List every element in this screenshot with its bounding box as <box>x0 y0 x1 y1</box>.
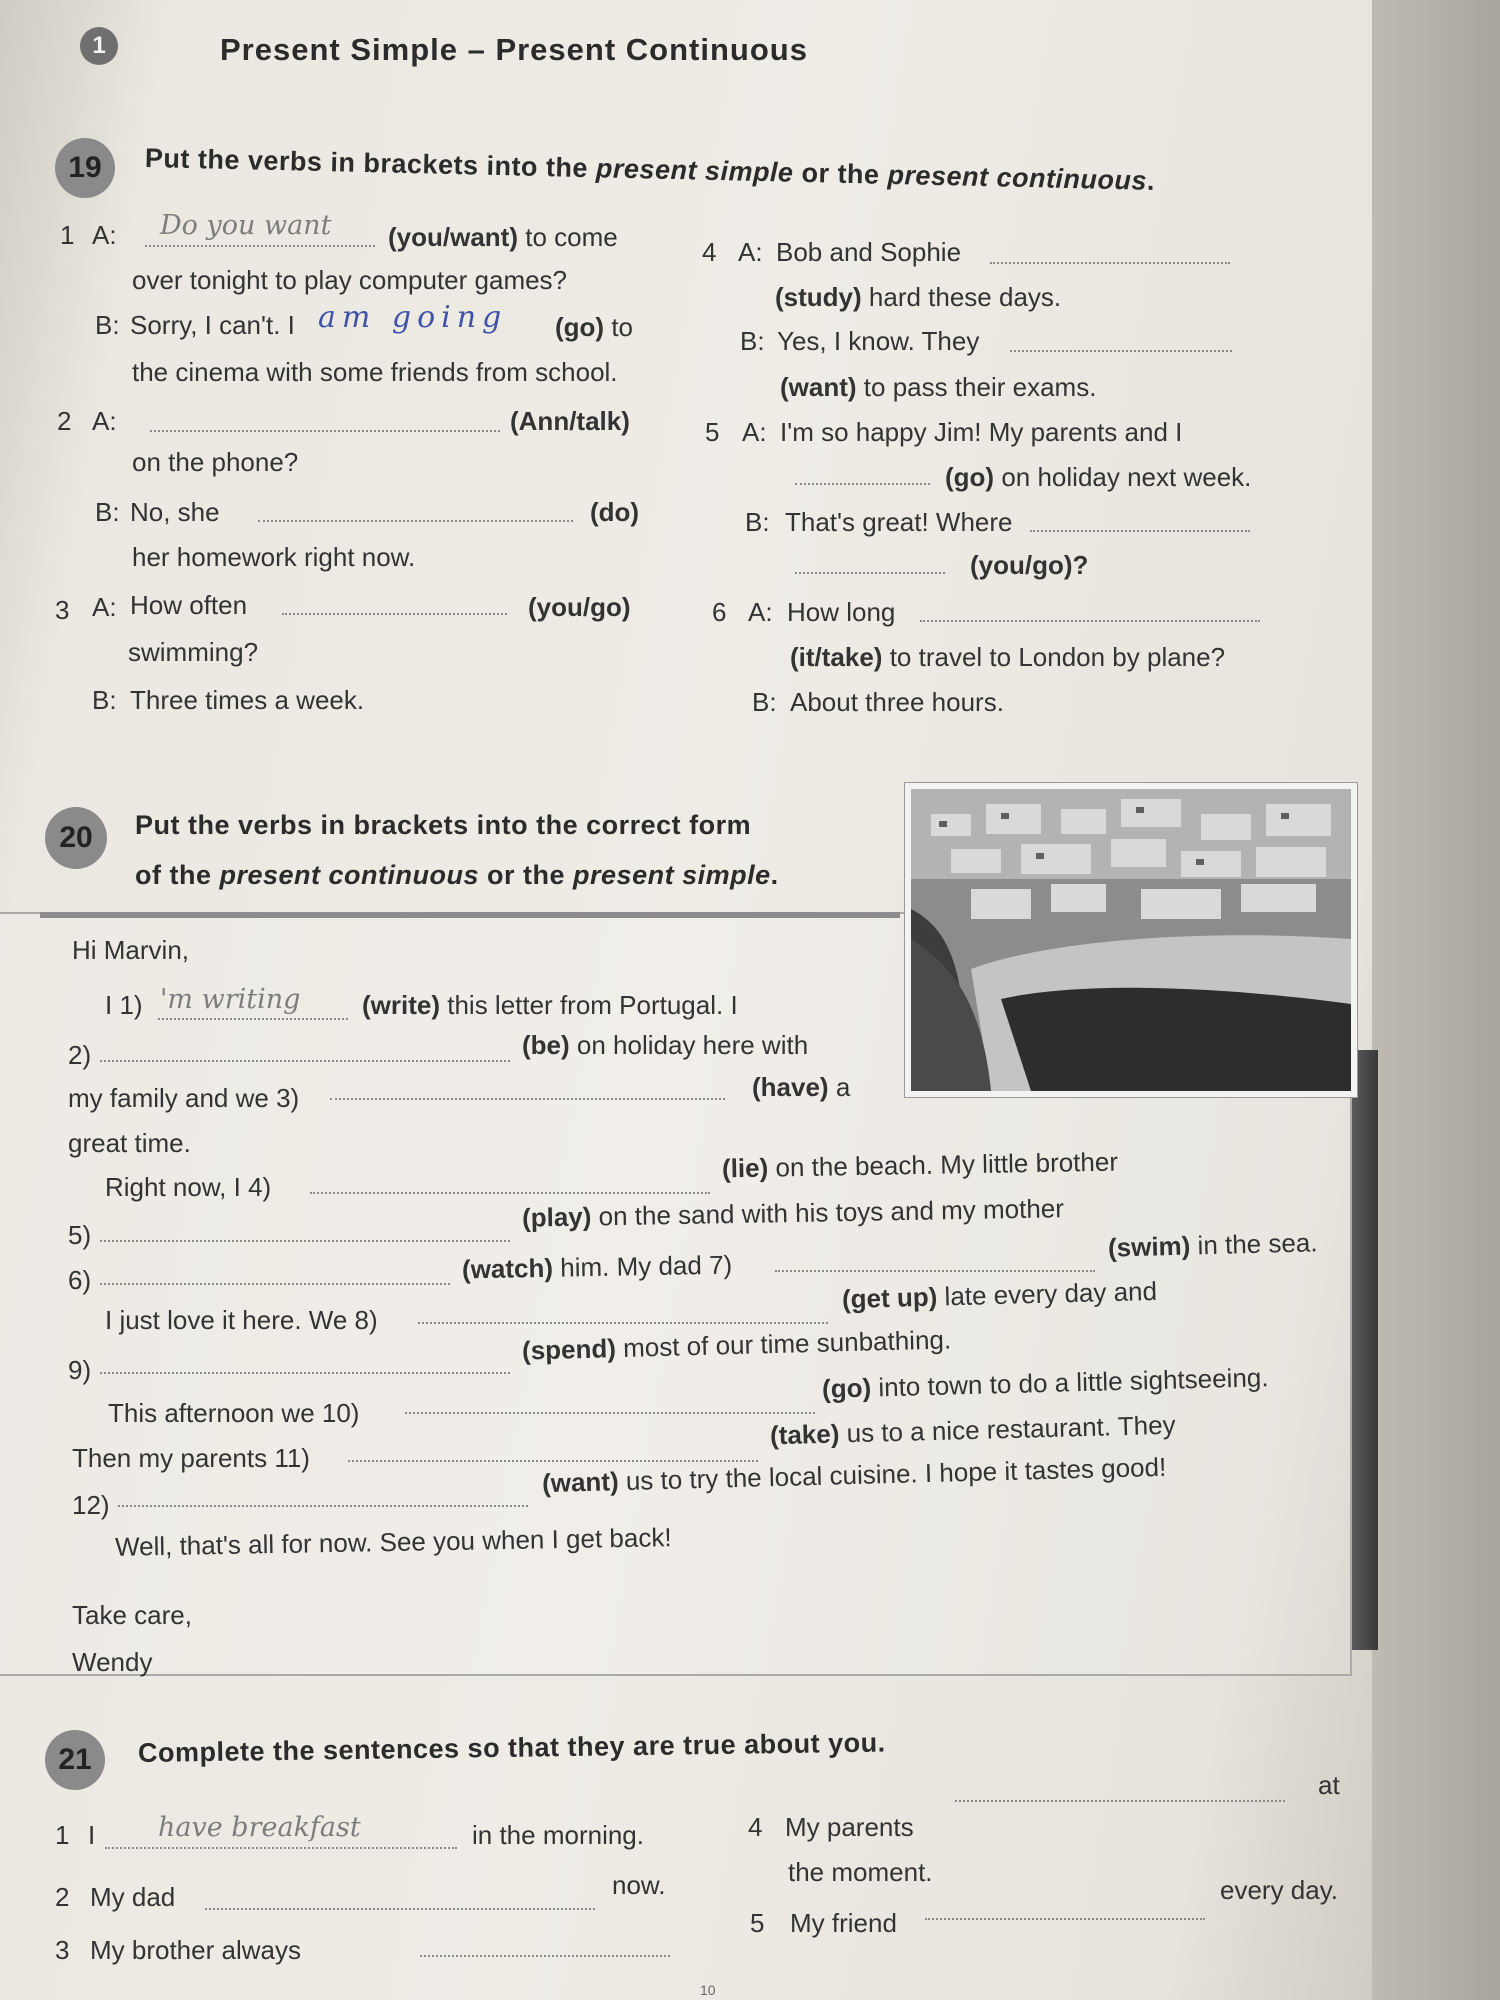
dialogue-3-b-text: Three times a week. <box>130 685 365 715</box>
exercise-20-instruction-line1: Put the verbs in brackets into the correct form <box>135 810 752 840</box>
dialogue-5-b-label: B: <box>745 507 770 537</box>
sentence-4-blank[interactable] <box>955 1800 1285 1802</box>
letter-line-4: great time. <box>68 1128 191 1158</box>
dialogue-2-verb: (Ann/talk) <box>510 406 630 436</box>
portugal-beach-photo <box>905 783 1357 1097</box>
sentence-4-prefix: My parents <box>785 1812 914 1842</box>
sentence-5-rest: every day. <box>1220 1875 1339 1905</box>
dialogue-2-b-text: No, she <box>130 497 220 527</box>
letter-line-2-rest: (be) on holiday here with <box>522 1030 809 1060</box>
exercise-20-number: 20 <box>59 821 93 854</box>
letter-line-12-number: 12) <box>72 1490 110 1520</box>
sentence-5-prefix: My friend <box>790 1908 897 1938</box>
letter-line-2-number: 2) <box>68 1040 92 1070</box>
dialogue-2-b-verb: (do) <box>590 497 640 527</box>
letter-line-8-rest: (get up) late every day and <box>841 1275 1158 1315</box>
letter-top-rule <box>40 912 900 918</box>
beach-photo-image <box>911 789 1351 1091</box>
letter-answer-1: 'm writing <box>160 984 301 1015</box>
letter-closing: Take care, <box>72 1600 192 1630</box>
letter-blank-7[interactable] <box>775 1270 1095 1272</box>
dialogue-3-number: 3 <box>55 595 70 625</box>
dialogue-5-b-verb: (you/go)? <box>970 550 1089 580</box>
dialogue-6-blank[interactable] <box>920 620 1260 622</box>
letter-line-3-prefix: my family and we 3) <box>68 1083 300 1113</box>
sentence-1-number: 1 <box>55 1820 70 1850</box>
dialogue-1-a-label: A: <box>92 220 117 250</box>
letter-blank-10[interactable] <box>405 1412 815 1414</box>
letter-line-10-prefix: This afternoon we 10) <box>108 1398 360 1428</box>
letter-line-9-number: 9) <box>68 1355 92 1385</box>
dialogue-4-a-text: Bob and Sophie <box>776 237 962 267</box>
dialogue-5-blank[interactable] <box>795 483 930 485</box>
letter-line-10-rest: (go) into town to do a little sightseeing. <box>821 1362 1269 1404</box>
exercise-21-badge <box>45 1730 105 1790</box>
letter-signature: Wendy <box>72 1647 153 1677</box>
sentence-2-number: 2 <box>55 1882 70 1912</box>
letter-line-5-rest: (lie) on the beach. My little brother <box>721 1146 1119 1184</box>
letter-line-1-rest: (write) this letter from Portugal. I <box>362 990 738 1020</box>
exercise-21-number: 21 <box>58 1743 92 1776</box>
sentence-3-prefix: My brother always <box>90 1935 301 1965</box>
dialogue-3-a-label: A: <box>92 592 117 622</box>
dialogue-2-blank-b[interactable] <box>258 520 573 522</box>
dialogue-2-blank-a[interactable] <box>150 430 500 432</box>
dialogue-4-a-label: A: <box>738 237 763 267</box>
dialogue-5-a-line2: (go) on holiday next week. <box>945 462 1252 492</box>
letter-line-1-prefix: I 1) <box>105 990 143 1020</box>
sentence-1-rest: in the morning. <box>472 1820 644 1850</box>
dialogue-6-a-label: A: <box>748 597 773 627</box>
dialogue-1-blank[interactable] <box>145 245 375 247</box>
letter-line-8-prefix: I just love it here. We 8) <box>105 1305 378 1335</box>
letter-line-6-rest: (play) on the sand with his toys and my mother <box>521 1193 1065 1233</box>
dialogue-2-a-label: A: <box>92 406 117 436</box>
letter-blank-5[interactable] <box>100 1240 510 1242</box>
letter-blank-2[interactable] <box>100 1060 510 1062</box>
exercise-20-instruction-line2: of the present continuous or the present simple. <box>135 860 779 890</box>
dialogue-6-b-text: About three hours. <box>790 687 1004 717</box>
dialogue-4-number: 4 <box>702 237 717 267</box>
dialogue-6-a-line2: (it/take) to travel to London by plane? <box>790 642 1226 672</box>
dialogue-4-b-label: B: <box>740 326 765 356</box>
sentence-4-line2: the moment. <box>788 1857 933 1887</box>
sentence-4-rest: at <box>1318 1770 1340 1800</box>
dialogue-4-a-line2: (study) hard these days. <box>775 282 1062 312</box>
dialogue-5-blank-b[interactable] <box>1030 530 1250 532</box>
dialogue-6-a-text: How long <box>787 597 896 627</box>
dialogue-3-b-label: B: <box>92 685 117 715</box>
letter-blank-4[interactable] <box>310 1192 710 1194</box>
sentence-3-blank[interactable] <box>420 1955 670 1957</box>
letter-shadow <box>1352 1050 1378 1650</box>
dialogue-1-answer: Do you want <box>160 210 332 241</box>
dialogue-2-number: 2 <box>57 406 72 436</box>
dialogue-3-a-text: How often <box>130 590 248 620</box>
dialogue-1-a-text: (you/want) to come <box>388 222 618 252</box>
letter-line-5-prefix: Right now, I 4) <box>105 1172 272 1202</box>
dialogue-1-b-answer: am going <box>318 300 508 335</box>
exercise-21-instruction: Complete the sentences so that they are true about you. <box>137 1727 886 1768</box>
dialogue-2-b-label: B: <box>95 497 120 527</box>
dialogue-1-a-line2: over tonight to play computer games? <box>132 265 568 295</box>
dialogue-1-b-text: Sorry, I can't. I <box>130 310 295 340</box>
dialogue-1-b-verb: (go) to <box>555 312 634 342</box>
dialogue-2-b-line2: her homework right now. <box>132 542 416 572</box>
sentence-1-blank[interactable] <box>105 1847 457 1849</box>
dialogue-5-number: 5 <box>705 417 720 447</box>
sentence-2-rest: now. <box>612 1870 666 1900</box>
letter-line-12-rest: (want) us to try the local cuisine. I hope it tastes good! <box>541 1451 1167 1499</box>
dialogue-3-verb: (you/go) <box>528 592 631 622</box>
dialogue-1-number: 1 <box>60 220 75 250</box>
letter-line-7-number: 6) <box>68 1265 92 1295</box>
exercise-19-badge <box>55 138 115 198</box>
letter-blank-8[interactable] <box>418 1322 828 1324</box>
exercise-20-badge <box>45 807 107 869</box>
letter-greeting: Hi Marvin, <box>72 935 190 965</box>
sentence-1-prefix: I <box>88 1820 96 1850</box>
dialogue-3-blank[interactable] <box>282 613 507 615</box>
page-number: 10 <box>700 1982 716 1998</box>
exercise-19-number: 19 <box>68 151 102 184</box>
sentence-2-blank[interactable] <box>205 1908 595 1910</box>
dialogue-4-blank-b[interactable] <box>1010 350 1232 352</box>
letter-line-3-rest: (have) a <box>752 1072 851 1102</box>
letter-line-7-rest: (swim) in the sea. <box>1107 1227 1318 1263</box>
dialogue-5-b-text: That's great! Where <box>785 507 1013 537</box>
letter-line-11-rest: (take) us to a nice restaurant. They <box>769 1409 1176 1451</box>
sentence-3-number: 3 <box>55 1935 70 1965</box>
next-page-edge <box>1372 0 1500 2000</box>
sentence-5-blank[interactable] <box>925 1918 1205 1920</box>
section-number: 1 <box>92 32 106 59</box>
letter-blank-3[interactable] <box>330 1098 725 1100</box>
dialogue-3-a-line2: swimming? <box>128 637 259 667</box>
dialogue-4-blank[interactable] <box>990 262 1230 264</box>
letter-line-6-number: 5) <box>68 1220 92 1250</box>
sentence-5-number: 5 <box>750 1908 765 1938</box>
dialogue-5-a-label: A: <box>742 417 767 447</box>
dialogue-5-blank-c[interactable] <box>795 572 945 574</box>
exercise-19-instruction: Put the verbs in brackets into the present simple or the present continuous. <box>144 143 1156 196</box>
sentence-2-prefix: My dad <box>90 1882 176 1912</box>
section-number-badge <box>80 27 118 65</box>
dialogue-6-b-label: B: <box>752 687 777 717</box>
dialogue-4-b-line2: (want) to pass their exams. <box>780 372 1097 402</box>
letter-blank-12[interactable] <box>118 1505 528 1507</box>
letter-line-11-prefix: Then my parents 11) <box>72 1443 310 1473</box>
letter-blank-1[interactable] <box>158 1018 348 1020</box>
letter-line-13: Well, that's all for now. See you when I get back! <box>114 1522 672 1562</box>
dialogue-1-b-label: B: <box>95 310 120 340</box>
letter-line-7-mid: (watch) him. My dad 7) <box>461 1249 733 1285</box>
letter-blank-6[interactable] <box>100 1283 450 1285</box>
dialogue-6-number: 6 <box>712 597 727 627</box>
sentence-1-answer: have breakfast <box>158 1812 361 1843</box>
letter-line-9-rest: (spend) most of our time sunbathing. <box>521 1324 952 1366</box>
letter-blank-9[interactable] <box>100 1372 510 1374</box>
dialogue-2-a-line2: on the phone? <box>132 447 299 477</box>
letter-blank-11[interactable] <box>348 1460 758 1462</box>
dialogue-4-b-text: Yes, I know. They <box>777 326 980 356</box>
dialogue-5-a-text: I'm so happy Jim! My parents and I <box>780 417 1183 447</box>
section-title: Present Simple – Present Continuous <box>220 32 808 67</box>
sentence-4-number: 4 <box>748 1812 763 1842</box>
dialogue-1-b-line2: the cinema with some friends from school. <box>132 357 618 387</box>
